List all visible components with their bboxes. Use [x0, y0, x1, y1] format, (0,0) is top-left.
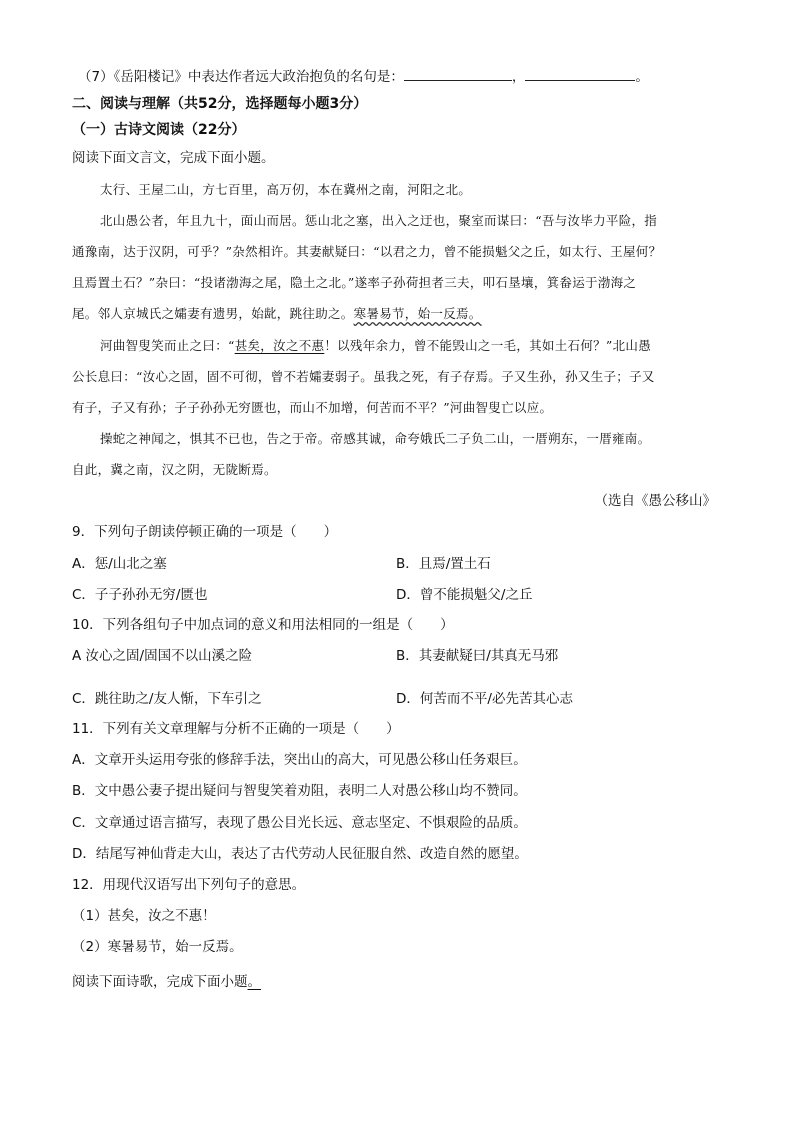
- passage-paragraph-2-line-3: 且焉置土石？”杂曰：“投诸渤海之尾，隐土之北。”遂率子孙荷担者三夫，叩石垦壤，箕畚运于渤海之: [72, 275, 637, 290]
- underlined-sentence: 甚矣，汝之不惠: [234, 338, 325, 353]
- passage-paragraph-3-line-1: [100, 336, 651, 356]
- question-10-option-a[interactable]: A 汝心之固/固国不以山溪之险: [72, 648, 253, 664]
- question-9-option-d[interactable]: D．曾不能损魁父/之丘: [396, 587, 533, 603]
- question-12-sentence-1: （1）甚矣，汝之不惠！: [72, 908, 216, 924]
- instruction-poem: [72, 972, 261, 992]
- period: 。: [635, 69, 649, 85]
- answer-blank-2[interactable]: [525, 66, 635, 81]
- question-9-stem: 9．下列句子朗读停顿正确的一项是（ ）: [72, 524, 338, 540]
- question-11-option-c[interactable]: C．文章通过语言描写，表现了愚公目光长远、意志坚定、不惧艰险的品质。: [72, 815, 527, 831]
- comma: ，: [511, 69, 526, 85]
- instruction-poem-text: 阅读下面诗歌，完成下面小题: [72, 974, 248, 990]
- passage-paragraph-4-line-1: 操蛇之神闻之，惧其不已也，告之于帝。帝感其诚，命夸娥氏二子负二山，一厝朔东，一厝雍南。: [100, 431, 651, 446]
- passage-paragraph-3-line-3: 有子，子又有孙；子子孙孙无穷匮也，而山不加增，何苦而不平？”河曲智叟亡以应。: [72, 400, 553, 415]
- section-2-title: 二、阅读与理解（共52分，选择题每小题3分）: [72, 96, 368, 112]
- question-10-option-d[interactable]: D．何苦而不平/必先苦其心志: [396, 691, 573, 707]
- question-7: [78, 66, 649, 87]
- question-11-option-b[interactable]: B．文中愚公妻子提出疑问与智叟笑着劝阻，表明二人对愚公移山均不赞同。: [72, 783, 527, 799]
- passage-text: ！以残年余力，曾不能毁山之一毛，其如土石何？”北山愚: [324, 338, 652, 353]
- passage-paragraph-2-line-1: 北山愚公者，年且九十，面山而居。惩山北之塞，出入之迂也，聚室而谋曰：“吾与汝毕力平险，指: [100, 213, 658, 228]
- passage-text: 河曲智叟笑而止之曰：“: [100, 338, 235, 353]
- question-11-option-d[interactable]: D．结尾写神仙背走大山，表达了古代劳动人民征服自然、改造自然的愿望。: [72, 846, 528, 862]
- passage-paragraph-3-line-2: 公长息曰：“汝心之固，固不可彻，曾不若孀妻弱子。虽我之死，有子存焉。子又生孙，孙又生子；子又: [72, 369, 655, 384]
- answer-blank-1[interactable]: [404, 66, 512, 81]
- question-12-stem: 12．用现代汉语写出下列句子的意思。: [72, 877, 306, 893]
- question-12-sentence-2: （2）寒暑易节，始一反焉。: [72, 939, 243, 955]
- passage-paragraph-1: 太行、王屋二山，方七百里，高万仞，本在冀州之南，河阳之北。: [100, 182, 472, 197]
- question-10-option-c[interactable]: C．跳往助之/友人惭，下车引之: [72, 691, 262, 707]
- passage-paragraph-2-line-4: [72, 304, 482, 324]
- question-7-text: （7）《岳阳楼记》中表达作者远大政治抱负的名句是：: [78, 69, 404, 85]
- passage-paragraph-4-line-2: 自此，冀之南，汉之阴，无陇断焉。: [72, 462, 277, 477]
- subsection-1-title: （一）古诗文阅读（22分）: [72, 122, 246, 138]
- question-10-stem: 10．下列各组句子中加点词的意义和用法相同的一组是（ ）: [72, 617, 454, 633]
- question-10-option-b[interactable]: B．其妻献疑曰/其真无马邪: [396, 648, 559, 664]
- wavy-underlined-sentence: 寒暑易节，始一反焉。: [353, 306, 482, 321]
- instruction-classical-text: 阅读下面文言文，完成下面小题。: [72, 150, 275, 166]
- question-9-option-a[interactable]: A．惩/山北之塞: [72, 556, 167, 572]
- passage-paragraph-2-line-2: 通豫南，达于汉阴，可乎？”杂然相许。其妻献疑曰：“以君之力，曾不能损魁父之丘，如太行、王屋何？: [72, 244, 662, 259]
- question-9-option-b[interactable]: B．且焉/置土石: [396, 556, 491, 572]
- question-9-option-c[interactable]: C．子子孙孙无穷/匮也: [72, 587, 208, 603]
- question-11-option-a[interactable]: A．文章开头运用夸张的修辞手法，突出山的高大，可见愚公移山任务艰巨。: [72, 752, 527, 768]
- passage-text: 尾。邻人京城氏之孀妻有遗男，始龀，跳往助之。: [72, 306, 354, 321]
- instruction-poem-end: 。: [247, 974, 261, 990]
- question-11-stem: 11．下列有关文章理解与分析不正确的一项是（ ）: [72, 721, 400, 737]
- passage-source: （选自《愚公移山》: [594, 493, 716, 509]
